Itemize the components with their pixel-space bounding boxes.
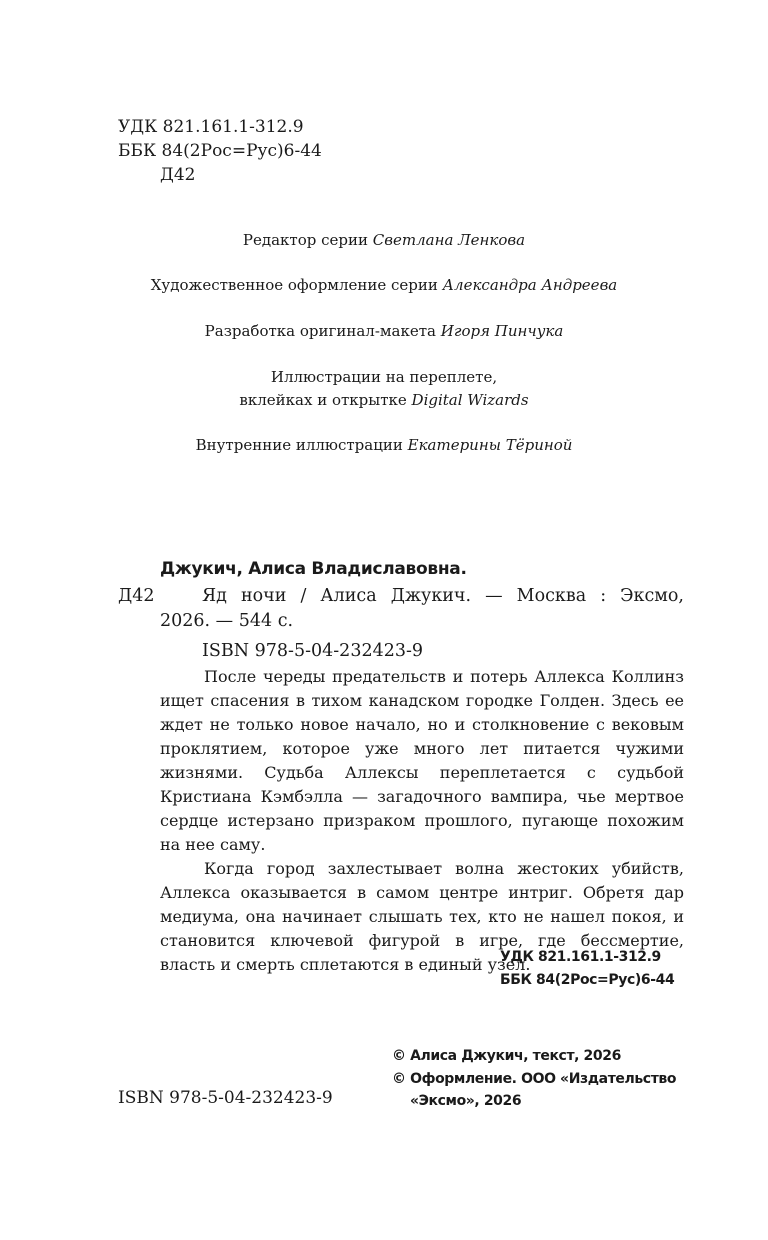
credit-series-design xyxy=(0,274,768,297)
copyright-design-line1: © Оформление. ООО «Издательство xyxy=(392,1071,677,1087)
udk-code: УДК 821.161.1-312.9 xyxy=(118,117,304,137)
credit-role-line1: Иллюстрации на переплете, xyxy=(270,368,498,386)
credit-role: Внутренние иллюстрации xyxy=(195,436,403,454)
abstract-paragraph-2: Когда город захлестывает волна жестоких убийств, Аллекса оказывается в самом центре интриг. Обретя дар медиума, она начинает слышать тех, кто не нашел покоя, и становится ключевой фигурой в игре, где бессмертие, власть и смерть сплетаются в единый узел. xyxy=(160,859,684,974)
credit-role: Художественное оформление серии xyxy=(150,276,438,294)
bib-author-mark: Д42 xyxy=(118,586,155,606)
abstract xyxy=(160,665,684,977)
credit-name: Екатерины Тёриной xyxy=(407,436,573,454)
bib-title-line2: 2026. — 544 с. xyxy=(160,611,294,631)
credit-series-editor xyxy=(0,229,768,252)
bib-title-line1: Яд ночи / Алиса Джукич. — Москва : Эксмо, xyxy=(202,586,684,606)
author-heading: Джукич, Алиса Владиславовна. xyxy=(160,559,467,579)
credit-name: Светлана Ленкова xyxy=(372,231,526,249)
credit-name: Игоря Пинчука xyxy=(440,322,564,340)
credit-cover-illustrations xyxy=(0,366,768,412)
credit-role: Редактор серии xyxy=(242,231,368,249)
abstract-paragraph-1: После череды предательств и потерь Аллекса Коллинз ищет спасения в тихом канадском городке Голден. Здесь ее ждет не только новое начало, но и столкновение с вековым проклятием, которое уже много лет питается чужими жизнями. Судьба Аллексы переплетается с судьбой Кристиана Кэмбэлла — загадочного вампира, чье мертвое сердце истерзано призраком прошлого, пугающе похожим на нее саму. xyxy=(160,667,684,854)
bib-isbn: ISBN 978-5-04-232423-9 xyxy=(202,641,424,661)
credit-name: Александра Андреева xyxy=(442,276,618,294)
bbk-code-bottom: ББК 84(2Рос=Рус)6-44 xyxy=(500,972,675,988)
credit-name: Digital Wizards xyxy=(411,391,529,409)
credit-role-line2: вклейках и открытке xyxy=(239,391,407,409)
author-mark: Д42 xyxy=(160,165,196,185)
credit-role: Разработка оригинал-макета xyxy=(204,322,436,340)
copyright-design-line2: «Эксмо», 2026 xyxy=(410,1093,522,1109)
credit-layout xyxy=(0,320,768,343)
credit-inner-illustrations xyxy=(0,434,768,457)
copyright-text: © Алиса Джукич, текст, 2026 xyxy=(392,1048,621,1064)
bbk-code: ББК 84(2Рос=Рус)6-44 xyxy=(118,141,322,161)
footer-isbn: ISBN 978-5-04-232423-9 xyxy=(118,1088,333,1108)
udk-code-bottom: УДК 821.161.1-312.9 xyxy=(500,949,661,965)
